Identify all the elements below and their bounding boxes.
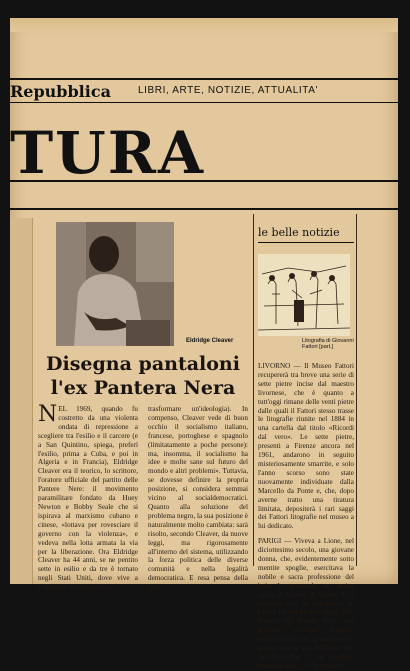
portrait-image (56, 222, 174, 346)
headline-line-2: l'ex Pantera Nera (50, 377, 236, 399)
sidebar-column (258, 362, 354, 670)
article-headline (38, 352, 248, 400)
article-photo (56, 222, 174, 346)
section-masthead (10, 78, 398, 210)
newspaper-name: Repubblica (10, 82, 111, 101)
drop-cap: N (38, 402, 58, 427)
adjacent-column-strip (10, 218, 33, 584)
sidebar-title: le belle notizie (258, 226, 340, 239)
lithograph-caption: Litografia di Giovanni Fattori [part.] (302, 338, 354, 351)
paper-fold (10, 18, 398, 32)
masthead-rule (10, 102, 398, 103)
article-column-2: trasformare un'ideologia). In compenso, Cleaver vede di buon occhio il socialismo italiano, francese, portoghese e spagnolo (limitatamente a poche persone): ma, insomma, il socialismo ha idee e molte sane sul futuro del mondo e altri problemi». Tuttavia, se dovesse definire la propria posizione, si considera semmai vicino al socialdemocratici. Quanto alla soluzione del problema negro, la sua posizione è naturalmente molto cambiata: sarà risolto, secondo Cleaver, da nuove leggi, ma rigorosamente all'interno del sistema, utilizzando la forza politica delle diverse comunità e nella legalità democratica. E resa pensa della reli- (148, 405, 248, 592)
lithograph-drawing (258, 254, 350, 336)
headline-line-1: Disegna pantaloni (46, 353, 240, 375)
sidebar-news-2: PARIGI — Viveva a Lione, nel diciottesimo secolo, una giovane donna, che, evidentemente sotto mentite spoglie, esercitava la nobile e sacra professione del boia. Le tramanda una antica storia di misteri di Lione. È la racconta ora, in «Monsieur de Lyon» (Albin Michel, pagg. 290, franchi 45) Nicole Avril, una giovane scrittrice francese celebre anche per la sua bravura quanto per la sua bellezza. Nel suo bestseller — un autentico romanzo nero — è la maniere (258, 537, 354, 670)
section-title: TURA (10, 119, 205, 187)
column-divider-right (356, 214, 357, 566)
column-1-text: EL 1969, quando fu costretto da una violenta ondata di repressione a scegliere tra l'esilio e il carcere (e a San Quintino, spiega, preferì l'esilio, prima a Cuba, e poi in Algeria e in Francia), Eldridge Cleaver era il teorico, lo scrittore, l'oratore ufficiale del partito delle Pantere Nere: il movimento paramilitare fondato da Huey Newton e Bobby Seale che si ispirava al marxismo cubano e cinese, «lottava per rovesciare il governo con la violenza», e vedeva nella lotta armata la via per la liberazione. Ora Eldridge Cleaver ha 44 anni, se ne pentito sette in esilio e da tre è tornato negli Stati Uniti, dove vive a Oakland con la moglie e i (38, 405, 138, 592)
sidebar-title-rule (258, 242, 354, 243)
article-column-1 (38, 402, 138, 592)
sidebar-news-1: LIVORNO — Il Museo Fattori recupererà tra breve una serie di sette pietre incise dal maestro livornese, che è quanto a tutt'oggi rimane delle venti pietre dalle quali il Fattori stesso trasse le litografie riunite nel 1884 in una cartella dal titolo «Ricordi dal vero». Le sette pietre, presenti a Firenze ancora nel 1961, andarono in seguito misteriosamente smarrite, e solo l'anno scorso sono state nuovamente individuate dalla Marcello da Ponte e, che, dopo averne tratto una tiratura limitata, depositerà i rari saggi dei Fattori litografie nel museo a lui dedicato. (258, 362, 354, 531)
column-divider (253, 214, 254, 566)
photo-caption: Eldridge Cleaver (186, 338, 234, 344)
section-list: LIBRI, ARTE, NOTIZIE, ATTUALITA' (138, 85, 319, 96)
masthead-bottom-rule (10, 180, 398, 182)
lithograph-image (258, 254, 350, 336)
